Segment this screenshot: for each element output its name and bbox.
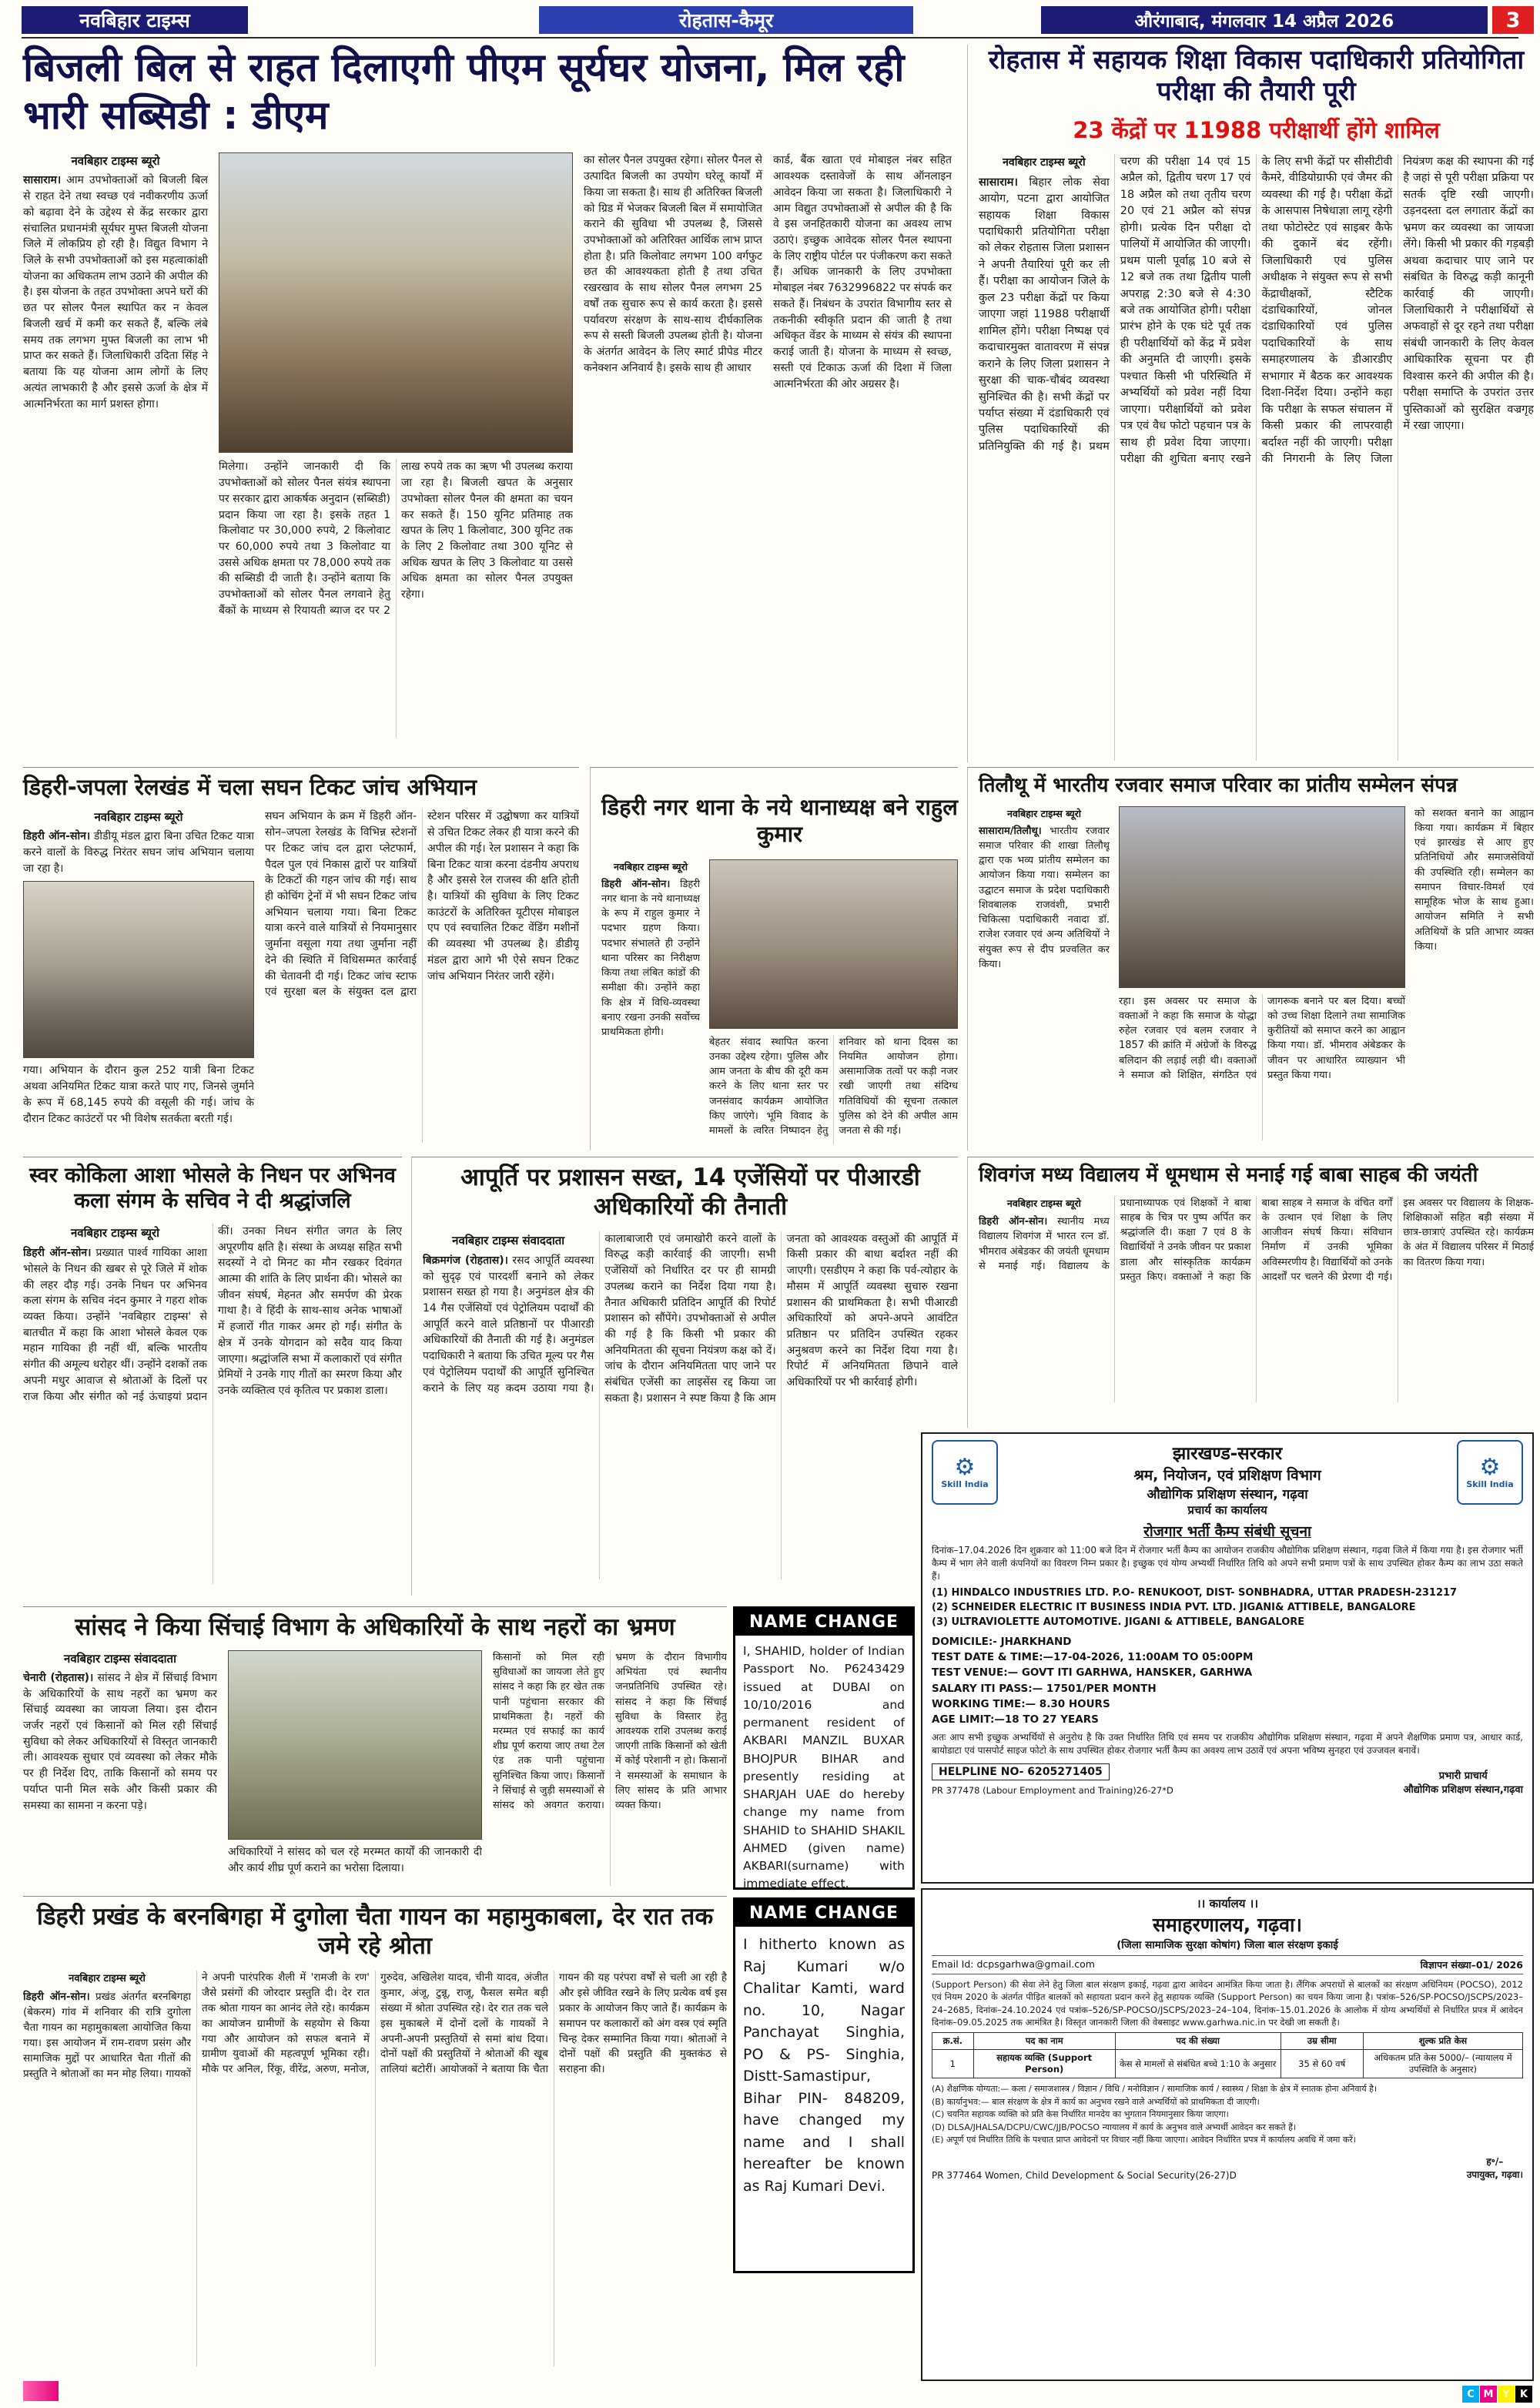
- skill-india-logo-right: [1457, 1440, 1523, 1505]
- jh-sign-office: औद्योगिक प्रशिक्षण संस्थान,गढ़वा: [1403, 1784, 1523, 1797]
- supply-dateline: बिक्रमगंज (रोहतास)।: [423, 1254, 508, 1267]
- name-change-2-body: I hitherto known as Raj Kumari w/o Chalitar Kamti, ward no. 10, Nagar Panchayat Singhia, PO & PS- Singhia, Distt-Samastipur, Bihar PIN- 848209, have changed my name and I shall hereafter be known as Raj Kumari Devi.: [743, 1936, 905, 2195]
- garhwa-office-line: ।। कार्यालय ।।: [1196, 1897, 1259, 1911]
- name-change-1-body: I, SHAHID, holder of Indian Passport No. P6243429 issued at DUBAI on 10/10/2016 and permanent resident of AKBARI MANZIL BUXAR BHOJPUR BIHAR and presently residing at SHARJAH UAE do hereby change my name from SHAHID to SHAHID SHAKIL AHMED (given name) AKBARI(surname) with immediate effect.: [743, 1644, 905, 1891]
- garhwa-td-post-count: केस से मामलों से संबंधित बच्चे 1:10 के अनुसार: [1115, 2050, 1281, 2078]
- ticket-article-photo: [23, 881, 254, 1058]
- exam-byline: नवबिहार टाइम्स ब्यूरो: [1003, 156, 1086, 169]
- garhwa-th-serial: क्र.सं.: [932, 2033, 974, 2050]
- jh-company-3: (3) ULTRAVIOLETTE AUTOMOTIVE. JIGANI & ATTIBELE, BANGALORE: [932, 1616, 1305, 1629]
- jh-dept-line: श्रम, नियोजन, एवं प्रशिक्षण विभाग: [1133, 1467, 1321, 1484]
- sho-col-1-text: [601, 877, 700, 1144]
- jh-office-line-2: प्रचार्य का कार्यालय: [1187, 1503, 1267, 1517]
- lead-col-mid: [219, 152, 573, 744]
- lead-content-row: [23, 152, 959, 744]
- garhwa-note-b: (B) कार्यानुभव:— बाल संरक्षण के क्षेत्र में कार्य का अनुभव रखने वाले अभ्यर्थियों को प्राथमिकता दी जाएगी।: [932, 2096, 1260, 2107]
- jharkhand-recruitment-ad: [921, 1432, 1534, 1884]
- sho-right-col: [709, 859, 958, 1149]
- exam-body-text: बिहार लोक सेवा आयोग, पटना द्वारा आयोजित सहायक शिक्षा विकास पदाधिकारी प्रतियोगिता परीक्षा को लेकर रोहतास जिला प्रशासन ने अपनी तैयारियां पूरी कर ली हैं। परीक्षा का आयोजन जिले के कुल 23 परीक्षा केंद्रों पर किया जाएगा जहां 11988 परीक्षार्थी शामिल होंगे। परीक्षा निष्पक्ष एवं कदाचारमुक्त वातावरण में संपन्न कराने के लिए जिला प्रशासन ने सुरक्षा की चाक-चौबंद व्यवस्था सुनिश्चित की है। सभी केंद्रों पर पर्याप्त संख्या में दंडाधिकारी एवं पुलिस पदाधिकारियों की प्रतिनियुक्ति की गई है। प्रथम चरण की परीक्षा 14 एवं 15 अप्रैल को, द्वितीय चरण 17 एवं 18 अप्रैल को तथा तृतीय चरण 20 एवं 21 अप्रैल को संपन्न होगी। प्रत्येक दिन परीक्षा दो पालियों में आयोजित की जाएगी। प्रथम पाली पूर्वाह्न 10 बजे से 12 बजे तक तथा द्वितीय पाली अपराह्न 2:30 बजे से 4:30 बजे तक आयोजित होगी। परीक्षा प्रारंभ होने के एक घंटे पूर्व तक ही परीक्षार्थियों को केंद्र में प्रवेश की अनुमति दी जाएगी। इसके पश्चात किसी भी परिस्थिति में अभ्यर्थियों को प्रवेश नहीं दिया जाएगा। परीक्षार्थियों को प्रवेश पत्र एवं वैध फोटो पहचान पत्र के साथ ही प्रवेश दिया जाएगा। परीक्षा की शुचिता बनाए रखने के लिए सभी केंद्रों पर सीसीटीवी कैमरे, वीडियोग्राफी एवं जैमर की व्यवस्था की गई है। परीक्षा केंद्रों के आसपास निषेधाज्ञा लागू रहेगी तथा फोटोस्टेट एवं साइबर कैफे की दुकानें बंद रहेंगी। जिलाधिकारी एवं पुलिस अधीक्षक ने संयुक्त रूप से सभी केंद्राधीक्षकों, स्टैटिक दंडाधिकारियों, जोनल दंडाधिकारियों एवं पुलिस पदाधिकारियों के साथ समाहरणालय के डीआरडीए सभागार में बैठक कर आवश्यक दिशा-निर्देश दिया। उन्होंने कहा कि परीक्षा के सफल संचालन में किसी प्रकार की लापरवाही बर्दाश्त नहीं की जाएगी। परीक्षा की निगरानी के लिए जिला नियंत्रण कक्ष की स्थापना की गई है जहां से पूरी परीक्षा प्रक्रिया पर सतर्क दृष्टि रखी जाएगी। उड़नदस्ता दल लगातार केंद्रों का भ्रमण कर व्यवस्था का जायजा लेंगे। किसी भी प्रकार की गड़बड़ी अथवा कदाचार पाए जाने पर संबंधित के विरुद्ध कड़ी कानूनी कार्रवाई की जाएगी। जिलाधिकारी ने परीक्षार्थियों से अफवाहों से दूर रहने तथा परीक्षा संबंधी जानकारी के लिए केवल आधिकारिक सूचना पर ही विश्वास करने की अपील की है। परीक्षा समाप्ति के उपरांत उत्तर पुस्तिकाओं को सुरक्षित वज्रगृह में रखा जाएगा।: [979, 155, 1534, 466]
- supply-body-text: रसद आपूर्ति व्यवस्था को सुदृढ़ एवं पारदर्शी बनाने को लेकर प्रशासन सख्त हो गया है। अनुमंडल क्षेत्र की 14 गैस एजेंसियों एवं पेट्रोलियम पदार्थों की आपूर्ति करने वाले प्रतिष्ठानों पर पीआरडी अधिकारियों की तैनाती की गई है। अनुमंडल पदाधिकारी ने बताया कि उचित मूल्य पर गैस एवं पेट्रोलियम पदार्थों की आपूर्ति सुनिश्चित कराने के लिए यह कदम उठाया गया है। कालाबाजारी एवं जमाखोरी करने वालों के विरुद्ध कड़ी कार्रवाई की जाएगी। सभी एजेंसियों को निर्धारित दर पर ही सामग्री उपलब्ध कराने का निर्देश दिया गया है। तैनात अधिकारी प्रतिदिन आपूर्ति की रिपोर्ट प्रशासन को सौंपेंगे। उपभोक्ताओं से अपील की गई है कि किसी भी प्रकार की अनियमितता की सूचना नियंत्रण कक्ष को दें। जांच के दौरान अनियमितता पाए जाने पर संबंधित एजेंसी का लाइसेंस रद्द किया जा सकता है। प्रशासन ने स्पष्ट किया है कि आम जनता को आवश्यक वस्तुओं की आपूर्ति में किसी प्रकार की बाधा बर्दाश्त नहीं की जाएगी। एसडीएम ने कहा कि पर्व-त्योहार के मौसम में आपूर्ति व्यवस्था सुचारु रखना प्रशासन की प्राथमिकता है। सभी पीआरडी अधिकारियों को अपने-अपने आवंटित प्रतिष्ठान पर प्रतिदिन उपस्थित रहकर अनुश्रवण करने का निर्देश दिया गया है। रिपोर्ट में अनियमितता छिपाने वाले अधिकारियों पर भी कार्रवाई होगी।: [423, 1232, 958, 1405]
- jayanti-byline: नवबिहार टाइम्स ब्यूरो: [1006, 1197, 1081, 1209]
- garhwa-note-e: (E) अपूर्ण एवं निर्धारित तिथि के पश्चात प्राप्त आवेदनों पर विचार नहीं किया जाएगा। आवेदन निर्धारित प्रपत्र में कार्यालय अवधि में जमा करें।: [932, 2135, 1356, 2145]
- lead-mid-text: मिलेगा। उन्होंने जानकारी दी कि उपभोक्ताओं को सोलर पैनल संयंत्र स्थापना पर सरकार द्वारा आकर्षक अनुदान (सब्सिडी) प्रदान किया जा रहा है। इसके तहत 1 किलोवाट पर 30,000 रुपये, 2 किलोवाट पर 60,000 रुपये तथा 3 किलोवाट या उससे अधिक क्षमता पर 78,000 रुपये तक की सब्सिडी दी जाती है। उन्होंने बताया कि उपभोक्ताओं को सोलर पैनल लगवाने हेतु बैंकों के माध्यम से रियायती ब्याज दर पर 2 लाख रुपये तक का ऋण भी उपलब्ध कराया जा रहा है। बिजली खपत के अनुसार उपभोक्ता सोलर पैनल की क्षमता का चयन कर सकते हैं। 150 यूनिट प्रतिमाह तक खपत के लिए 1 किलोवाट, 300 यूनिट तक के लिए 2 किलोवाट तथा 300 यूनिट से अधिक खपत के लिए 3 किलोवाट या उससे अधिक क्षमता का सोलर पैनल उपयुक्त रहेगा।: [219, 461, 573, 617]
- sho-left-col: [601, 859, 700, 1149]
- mp-right-text: किसानों को मिल रही सुविधाओं का जायजा लेते हुए सांसद ने कहा कि हर खेत तक पानी पहुंचाना सरकार की प्राथमिकता है। नहरों की मरम्मत एवं सफाई का कार्य शीघ्र पूर्ण कराया जाए तथा टेल एंड तक पानी पहुंचाना सुनिश्चित किया जाए। किसानों ने सिंचाई से जुड़ी समस्याओं से सांसद को अवगत कराया। भ्रमण के दौरान विभागीय अभियंता एवं स्थानीय जनप्रतिनिधि उपस्थित रहे। सांसद ने कहा कि सिंचाई सुविधा के विस्तार हेतु आवश्यक राशि उपलब्ध कराई जाएगी ताकि किसानों को खेती में कोई परेशानी न हो। किसानों ने समस्याओं के समाधान के लिए सांसद के प्रति आभार व्यक्त किया।: [493, 1651, 727, 1812]
- edition-name: रोहतास-कैमूर: [539, 6, 913, 34]
- cmyk-marks: [1461, 2386, 1532, 2403]
- article-asha-headline: स्वर कोकिला आशा भोसले के निधन पर अभिनव कला संगम के सचिव ने दी श्रद्धांजलि: [29, 1164, 396, 1213]
- jh-pr-number: PR 377478 (Labour Employment and Training)26-27*D: [932, 1785, 1173, 1797]
- dugola-body: [23, 1971, 727, 2366]
- article-sho-headline: डिहरी नगर थाना के नये थानाध्यक्ष बने राहुल कुमार: [601, 794, 958, 848]
- article-dugola-headline: डिहरी प्रखंड के बरनबिगहा में दुगोला चैता गायन का महामुकाबला, देर रात तक जमे रहे श्रोता: [36, 1903, 714, 1960]
- dugola-body-text: प्रखंड अंतर्गत बरनबिगहा (बेकरम) गांव में शनिवार की रात्रि दुगोला चैता गायन का महामुकाबला आयोजित किया गया। इस आयोजन में राम-रावण प्रसंग और सामाजिक मुद्दों पर आधारित चैता गीतों की प्रस्तुति ने श्रोताओं का मन मोह लिया। गायकों ने अपनी पारंपरिक शैली में 'रामजी के रण' जैसे प्रसंगों की जोरदार प्रस्तुति दी। देर रात तक श्रोता गायन का आनंद लेते रहे। कार्यक्रम का आयोजन ग्रामीणों के सहयोग से किया गया और आयोजन को सफल बनाने में ग्रामीण युवाओं की महत्वपूर्ण भूमिका रही। मौके पर अनिल, रिंकू, वीरेंद्र, अरुण, मनोज, गुरुदेव, अखिलेश यादव, चीनी यादव, अंजीत कुमार, अंजू, टुन्नू, राजू, फैसल समेत बड़ी संख्या में श्रोता उपस्थित रहे। देर रात तक चले इस मुकाबले में दोनों दलों के गायकों ने अपनी-अपनी प्रस्तुतियों से समां बांध दिया। दोनों पक्षों की प्रस्तुतियों ने श्रोताओं की खूब तालियां बटोरीं। आयोजकों ने बताया कि चैता गायन की यह परंपरा वर्षों से चली आ रही है और इसे जीवित रखने के लिए प्रत्येक वर्ष इस प्रकार के आयोजन किए जाते हैं। कार्यक्रम के समापन पर कलाकारों को अंग वस्त्र एवं स्मृति चिन्ह देकर सम्मानित किया गया। श्रोताओं ने दोनों पक्षों की प्रस्तुति की मुक्तकंठ से सराहना की।: [23, 1971, 727, 2080]
- garhwa-td-post-name: सहायक व्यक्ति (Support Person): [973, 2050, 1115, 2078]
- asha-body-text: प्रख्यात पार्श्व गायिका आशा भोसले के निधन की खबर से पूरे जिले में शोक की लहर दौड़ गई। उनके निधन पर अभिनव कला संगम के सचिव नंदन कुमार ने गहरा शोक व्यक्त किया। उन्होंने 'नवबिहार टाइम्स' से बातचीत में कहा कि आशा भोसले केवल एक महान गायिका ही नहीं थीं, बल्कि भारतीय संगीत की अमूल्य धरोहर थीं। उन्होंने दशकों तक अपनी मधुर आवाज से श्रोताओं के दिलों पर राज किया और संगीत को नई ऊंचाइयां प्रदान कीं। उनका निधन संगीत जगत के लिए अपूरणीय क्षति है। संस्था के अध्यक्ष सहित सभी सदस्यों ने दो मिनट का मौन रखकर दिवंगत आत्मा की शांति के लिए प्रार्थना की। भोसले का जीवन संघर्ष, मेहनत और समर्पण की प्रेरक गाथा है। वे हिंदी के साथ-साथ अनेक भाषाओं में हजारों गीत गाकर अमर हो गईं। संगीत के क्षेत्र में उनके योगदान को सदैव याद किया जाएगा। श्रद्धांजलि सभा में कलाकारों एवं संगीत प्रेमियों ने उनके गाए गीतों का स्मरण किया और उनके व्यक्तित्व एवं कृतित्व पर प्रकाश डाला।: [23, 1224, 402, 1403]
- rajwar-dateline: सासाराम/तिलौथू।: [979, 825, 1042, 837]
- mp-article-photo: [228, 1650, 482, 1840]
- jh-sign-title: प्रभारी प्राचार्य: [1438, 1770, 1488, 1783]
- skill-india-label: Skill India: [941, 1479, 989, 1489]
- jh-ad-header-row: [932, 1440, 1523, 1518]
- article-pm-suryaghar: [23, 45, 959, 762]
- ticket-content-row: [23, 809, 579, 1143]
- garhwa-note-c: (C) चयनित सहायक व्यक्ति को प्रति केस निर्धारित मानदेय का भुगतान नियमानुसार किया जाएगा।: [932, 2109, 1229, 2120]
- article-new-sho: [590, 767, 958, 1150]
- garhwa-td-age-limit: 35 से 60 वर्ष: [1281, 2050, 1363, 2078]
- article-rajwar-sammelan: [967, 767, 1534, 1150]
- exam-body: [979, 154, 1534, 761]
- jh-spec-test-venue: TEST VENUE:— GOVT ITI GARHWA, HANSKER, GARHWA: [932, 1666, 1253, 1680]
- article-supply-crackdown: [411, 1157, 958, 1596]
- supply-byline: नवबिहार टाइम्स संवाददाता: [452, 1233, 565, 1248]
- jh-company-1: (1) HINDALCO INDUSTRIES LTD. P.O- RENUKOOT, DIST- SONBHADRA, UTTAR PRADESH-231217: [932, 1587, 1458, 1599]
- jh-spec-domicile: DOMICILE:- JHARKHAND: [932, 1635, 1072, 1648]
- lead-col-1-body: आम उपभोक्ताओं को बिजली बिल से राहत देने तथा स्वच्छ एवं नवीकरणीय ऊर्जा को बढ़ावा देने के उद्देश्य से केंद्र सरकार द्वारा संचालित प्रधानमंत्री सूर्यघर मुफ्त बिजली योजना जिले में लोकप्रिय हो रही है। विद्युत विभाग ने जिले के सभी उपभोक्ताओं को इस महत्वाकांक्षी योजना का अधिकतम लाभ उठाने की अपील की है। इस योजना के तहत उपभोक्ता अपने घरों की छत पर सोलर पैनल स्थापित कर न केवल बिजली खर्च में कमी कर सकते हैं, बल्कि लंबे समय तक लगभग मुफ्त बिजली का लाभ भी प्राप्त कर सकते हैं। जिलाधिकारी उदिता सिंह ने बताया कि यह योजना आम लोगों के लिए अत्यंत लाभकारी है और इससे ऊर्जा के क्षेत्र में आत्मनिर्भरता का मार्ग प्रशस्त होगा।: [23, 174, 208, 410]
- jh-company-2: (2) SCHNEIDER ELECTRIC IT BUSINESS INDIA PVT. LTD. JIGANI& ATTIBELE, BANGALORE: [932, 1602, 1416, 1614]
- garhwa-th-fee: शुल्क प्रति केस: [1363, 2033, 1522, 2050]
- garhwa-post-table: [932, 2032, 1523, 2078]
- rajwar-col-1-body: भारतीय रजवार समाज परिवार की शाखा तिलौथू द्वारा एक भव्य प्रांतीय सम्मेलन का आयोजन किया गया। सम्मेलन का उद्घाटन समाज के प्रदेश पदाधिकारी शिवबालक राजवंशी, प्रभारी चिकित्सा पदाधिकारी नवादा डॉ. राजेश रजवार एवं अन्य अतिथियों ने संयुक्त रूप से दीप प्रज्वलित कर किया।: [979, 825, 1110, 970]
- skill-india-gear-icon: ⚙: [954, 1453, 976, 1481]
- lead-col-1: [23, 152, 208, 744]
- garhwa-signature-block: [1467, 2155, 1523, 2181]
- mp-col-1: [23, 1650, 217, 1886]
- name-change-notice-2: [733, 1897, 915, 2273]
- skill-india-logo-left: [932, 1440, 998, 1505]
- article-exam-subhead: 23 केंद्रों पर 11988 परीक्षार्थी होंगे शामिल: [1073, 116, 1440, 143]
- garhwa-unit-line: (जिला सामाजिक सुरक्षा कोषांग) जिला बाल संरक्षण इकाई: [1116, 1939, 1338, 1951]
- sho-dateline: डिहरी ऑन-सोन।: [601, 878, 671, 890]
- mp-col-1-text: [23, 1670, 217, 1884]
- print-registration-mark: [23, 2381, 59, 2401]
- article-ticket-headline: डिहरी-जपला रेलखंड में चला सघन टिकट जांच अभियान: [23, 774, 477, 800]
- rajwar-col-1: [979, 806, 1110, 1145]
- garhwa-sign-title: उपायुक्त, गढ़वा।: [1466, 2169, 1523, 2180]
- garhwa-sign-mark: ह॰/–: [1486, 2155, 1504, 2167]
- lead-col-5-text: कार्ड, बैंक खाता एवं मोबाइल नंबर सहित आवश्यक दस्तावेजों के साथ ऑनलाइन आवेदन किया जा सकता है। जिलाधिकारी ने आम विद्युत उपभोक्ताओं से अपील की है कि वे इस जनहितकारी योजना का अवश्य लाभ उठाएं। इच्छुक आवेदक सोलर पैनल स्थापना के लिए राष्ट्रीय पोर्टल पर पंजीकरण करा सकते हैं। अधिक जानकारी के लिए उपभोक्ता मोबाइल नंबर 7632996822 पर संपर्क कर सकते हैं। निबंधन के उपरांत विभागीय स्तर से तकनीकी स्वीकृति प्रदान की जाती है तथा अधिकृत वेंडर के माध्यम से संयंत्र की स्थापना कराई जाती है। योजना के माध्यम से स्वच्छ, सस्ती एवं टिकाऊ ऊर्जा की दिशा में जिला आत्मनिर्भरता की ओर अग्रसर है।: [773, 154, 952, 390]
- name-change-1-title: NAME CHANGE: [735, 1609, 912, 1636]
- jh-spec-working-time: WORKING TIME:— 8.30 HOURS: [932, 1697, 1110, 1710]
- jh-intro-text: दिनांक–17.04.2026 दिन शुक्रवार को 11:00 बजे दिन में रोजगार भर्ती कैम्प का आयोजन राजकीय औद्योगिक प्रशिक्षण संस्थान, गढ़वा जिले में किया गया है। इस रोजगार भर्ती कैम्प में भाग लेने वाली कंपनियों का विवरण निम्न प्रकार है। इच्छुक एवं योग्य अभ्यर्थी निर्धारित तिथि को अपने सभी प्रमाण पत्रों के साथ उपस्थित होकर कैम्प का लाभ उठा सकते हैं।: [932, 1545, 1523, 1582]
- rajwar-below-photo-text: रहा। इस अवसर पर समाज के वक्ताओं ने कहा कि समाज के योद्धा रुहेल रजवार एवं बलम रजवार ने 1857 की क्रांति में अंग्रेजों के विरुद्ध बलिदान की लड़ाई लड़ी थी। वक्ताओं ने समाज को शिक्षित, संगठित एवं जागरूक बनाने पर बल दिया। बच्चों को उच्च शिक्षा दिलाने तथा सामाजिक कुरीतियों को समाप्त करने का आह्वान किया गया। डॉ. भीमराव अंबेडकर के जीवन पर आधारित व्याख्यान भी प्रस्तुत किया गया।: [1119, 995, 1405, 1081]
- asha-dateline: डिहरी ऑन-सोन।: [23, 1247, 92, 1260]
- ticket-left-col: [23, 809, 254, 1143]
- garhwa-intro-text: (Support Person) की सेवा लेने हेतु जिला बाल संरक्षण इकाई, गढ़वा द्वारा आवेदन आमंत्रित किया जाता है। लैंगिक अपराधों से बालकों का संरक्षण अधिनियम (POCSO), 2012 एवं नियम 2020 के अंतर्गत पीड़ित बालकों को सहायता प्रदान करने हेतु सहायक व्यक्ति (Support Person) का चयन किया जाना है। पत्रांक–526/SP-POCSO/JSCPS/2023–24–2685, दिनांक–24.10.2024 एवं पत्रांक–526/SP-POCSO/JSCPS/2023–24–104, दिनांक–15.01.2026 के आलोक में योग्य अभ्यर्थियों से निर्धारित प्रपत्र में आवेदन दिनांक–09.05.2025 तक आमंत्रित है। विस्तृत जानकारी जिला की वेबसाइट www.garhwa.nic.in पर देखी जा सकती है।: [932, 1979, 1523, 2028]
- article-mp-canal-visit: [23, 1606, 727, 1890]
- jh-helpline: HELPLINE NO- 6205271405: [932, 1763, 1110, 1780]
- jh-ad-header-text: [1006, 1440, 1449, 1518]
- ticket-intro-text: [23, 829, 254, 876]
- asha-byline: नवबिहार टाइम्स ब्यूरो: [70, 1225, 160, 1240]
- rajwar-col-1-text: [979, 824, 1110, 1140]
- article-rajwar-headline: तिलौथू में भारतीय रजवार समाज परिवार का प्रांतीय सम्मेलन संपन्न: [979, 774, 1458, 797]
- jh-govt-line: झारखण्ड-सरकार: [1172, 1444, 1283, 1464]
- supply-body: [423, 1231, 958, 1579]
- jayanti-body: [979, 1196, 1534, 1402]
- garhwa-table-header-row: [932, 2033, 1523, 2050]
- black-mark: K: [1515, 2386, 1532, 2403]
- article-mp-headline: सांसद ने किया सिंचाई विभाग के अधिकारियों के साथ नहरों का भ्रमण: [75, 1613, 675, 1641]
- garhwa-th-post-count: पद की संख्या: [1115, 2033, 1281, 2050]
- garhwa-note-d: (D) DLSA/JHALSA/DCPU/CWC/JJB/POCSO न्यायालय में कार्य के अनुभव वाले अभ्यर्थी आवेदन कर सकते हैं।: [932, 2122, 1297, 2132]
- sho-col-1-body: डिहरी नगर थाना के नये थानाध्यक्ष के रूप में राहुल कुमार ने पदभार ग्रहण किया। पदभार संभालते ही उन्होंने थाना परिसर का निरीक्षण किया तथा लंबित कांडों की समीक्षा की। उन्होंने कहा कि क्षेत्र में विधि-व्यवस्था बनाए रखना उनकी सर्वोच्च प्राथमिकता होगी।: [601, 878, 700, 1039]
- rajwar-col-3-text: को सशक्त बनाने का आह्वान किया गया। कार्यक्रम में बिहार एवं झारखंड से आए हुए प्रतिनिधियों और समाजसेवियों की उपस्थिति रही। सम्मेलन का समापन विचार-विमर्श एवं सामूहिक भोज के साथ हुआ। आयोजन समिति ने सभी अतिथियों के प्रति आभार व्यक्त किया।: [1414, 807, 1534, 953]
- garhwa-pr-number: PR 377464 Women, Child Development & Social Security(26-27)D: [932, 2169, 1237, 2181]
- dugola-byline: नवबिहार टाइम्स ब्यूरो: [69, 1972, 146, 1984]
- lead-dateline: सासाराम।: [23, 174, 62, 187]
- garhwa-th-post-name: पद का नाम: [973, 2033, 1115, 2050]
- mp-col-mid: [228, 1650, 482, 1886]
- garhwa-notes: [932, 2083, 1523, 2147]
- article-ticket-drive: [23, 767, 579, 1150]
- garhwa-table-data-row: [932, 2050, 1523, 2078]
- mp-col-1-body: सांसद ने क्षेत्र में सिंचाई विभाग के अधिकारियों के साथ नहरों का भ्रमण कर सिंचाई व्यवस्था का जायजा लिया। इस दौरान जर्जर नहरों एवं किसानों को मिल रही सिंचाई सुविधा को लेकर अधिकारियों से विस्तृत जानकारी ली। आवश्यक सुधार एवं व्यवस्था को लेकर मौके पर ही निर्देश दिए, ताकि किसानों को समय पर पर्याप्त पानी मिल सके और किसी प्रकार की समस्या का सामना न करना पड़े।: [23, 1671, 217, 1812]
- garhwa-th-age-limit: उम्र सीमा: [1281, 2033, 1363, 2050]
- name-change-2-title: NAME CHANGE: [735, 1900, 912, 1927]
- jh-spec-test-date: TEST DATE & TIME:—17-04-2026, 11:00AM TO 05:00PM: [932, 1651, 1254, 1664]
- dugola-dateline: डिहरी ऑन-सोन।: [23, 1990, 90, 2003]
- article-supply-headline: आपूर्ति पर प्रशासन सख्त, 14 एजेंसियों पर पीआरडी अधिकारियों की तैनाती: [460, 1164, 920, 1221]
- ticket-dateline: डिहरी ऑन-सोन।: [23, 830, 91, 843]
- jh-signature-block: [1403, 1768, 1523, 1796]
- jayanti-body-text: स्थानीय मध्य विद्यालय शिवगंज में भारत रत्न डॉ. भीमराव अंबेडकर की जयंती धूमधाम से मनाई गई। विद्यालय के प्रधानाध्यापक एवं शिक्षकों ने बाबा साहब के चित्र पर पुष्प अर्पित कर श्रद्धांजलि दी। कक्षा 7 एवं 8 के विद्यार्थियों ने उनके जीवन पर प्रकाश डाला और सांस्कृतिक कार्यक्रम प्रस्तुत किए। वक्ताओं ने कहा कि बाबा साहब ने समाज के वंचित वर्गों के उत्थान एवं शिक्षा के लिए आजीवन संघर्ष किया। संविधान निर्माण में उनकी भूमिका अविस्मरणीय है। विद्यार्थियों को उनके आदर्शों पर चलने की प्रेरणा दी गई। इस अवसर पर विद्यालय के शिक्षक-शिक्षिकाओं सहित बड़ी संख्या में छात्र-छात्राएं उपस्थित रहे। कार्यक्रम के अंत में विद्यालय परिसर में मिठाई का वितरण किया गया।: [979, 1197, 1534, 1283]
- lead-col-4-text: का सोलर पैनल उपयुक्त रहेगा। सोलर पैनल से उत्पादित बिजली का उपयोग घरेलू कार्यों में किया जा सकता है। साथ ही अतिरिक्त बिजली को ग्रिड में भेजकर बिजली बिल में समायोजित कराने की सुविधा भी उपलब्ध है, जिससे उपभोक्ताओं को अतिरिक्त आर्थिक लाभ प्राप्त होता है। प्रति किलोवाट लगभग 100 वर्गफुट छत की आवश्यकता होती है तथा उचित रखरखाव के साथ सोलर पैनल लगभग 25 वर्षों तक सुचारु रूप से कार्य करता है। इससे पर्यावरण संरक्षण के साथ-साथ दीर्घकालिक रूप से सस्ती बिजली उपलब्ध होती है। योजना के अंतर्गत आवेदन के लिए स्मार्ट प्रीपेड मीटर कनेक्शन अनिवार्य है। इसके साथ ही आधार: [584, 154, 762, 374]
- skill-india-label: Skill India: [1466, 1479, 1514, 1489]
- ticket-body-text: सघन अभियान के क्रम में डिहरी ऑन-सोन–जपला रेलखंड के विभिन्न स्टेशनों पर टिकट जांच दल द्वारा प्लेटफार्म, पैदल पुल एवं निकास द्वारों पर यात्रियों के टिकटों की गहन जांच की गई। साथ ही कोचिंग ट्रेनों में भी सघन टिकट जांच अभियान चलाया गया। बिना टिकट यात्रा करने वाले यात्रियों से नियमानुसार जुर्माना वसूला गया तथा जुर्माना नहीं देने की स्थिति में विधिसम्मत कार्रवाई की चेतावनी दी गई। टिकट जांच स्टाफ एवं सुरक्षा बल के संयुक्त दल द्वारा स्टेशन परिसर में उद्घोषणा कर यात्रियों से उचित टिकट लेकर ही यात्रा करने की अपील की गई। रेल प्रशासन ने कहा कि बिना टिकट यात्रा करना दंडनीय अपराध है और इससे रेल राजस्व की क्षति होती है। यात्रियों की सुविधा के लिए टिकट काउंटरों के अतिरिक्त यूटीएस मोबाइल एप एवं स्वचालित टिकट वेंडिंग मशीनों की व्यवस्था भी उपलब्ध है। डीडीयू मंडल द्वारा आगे भी ऐसे सघन टिकट जांच अभियान निरंतर जारी रहेंगे।: [265, 810, 579, 999]
- asha-body: [23, 1224, 402, 1584]
- article-exam-headline: रोहतास में सहायक शिक्षा विकास पदाधिकारी प्रतियोगिता परीक्षा की तैयारी पूरी: [988, 45, 1525, 108]
- ticket-intro-body: डीडीयू मंडल द्वारा बिना उचित टिकट यात्रा करने वालों के विरुद्ध निरंतर सघन जांच अभियान चलाया जा रहा है।: [23, 830, 254, 875]
- article-dugola-chaita: [23, 1896, 727, 2381]
- cyan-mark: C: [1462, 2386, 1479, 2403]
- masthead-dateline: औरंगाबाद, मंगलवार 14 अप्रैल 2026: [1041, 6, 1488, 34]
- article-exam-preparation: [967, 45, 1534, 762]
- garhwa-td-serial: 1: [932, 2050, 974, 2078]
- sho-article-photo: [709, 859, 958, 1029]
- sho-byline: नवबिहार टाइम्स ब्यूरो: [614, 860, 688, 872]
- jh-spec-age-limit: AGE LIMIT:—18 TO 27 YEARS: [932, 1713, 1099, 1726]
- lead-col-1-text: [23, 172, 208, 741]
- exam-dateline: सासाराम।: [979, 176, 1018, 189]
- rajwar-col-mid: [1119, 806, 1405, 1145]
- garhwa-advt-number: विज्ञापन संख्या–01/ 2026: [1420, 1959, 1523, 1971]
- garhwa-email-row: [932, 1955, 1523, 1974]
- garhwa-footer-row: [932, 2155, 1523, 2181]
- article-jayanti-headline: शिवगंज मध्य विद्यालय में धूमधाम से मनाई गई बाबा साहब की जयंती: [979, 1164, 1478, 1187]
- yellow-mark: Y: [1498, 2386, 1515, 2403]
- magenta-mark: M: [1480, 2386, 1497, 2403]
- jh-footer-left: [932, 1763, 1173, 1796]
- article-pm-suryaghar-headline: बिजली बिल से राहत दिलाएगी पीएम सूर्यघर योजना, मिल रही भारी सब्सिडी : डीएम: [23, 45, 905, 139]
- rajwar-article-photo: [1119, 806, 1405, 988]
- article-ambedkar-jayanti: [967, 1157, 1534, 1428]
- jayanti-dateline: डिहरी ऑन-सोन।: [979, 1216, 1048, 1228]
- masthead-rule: [22, 37, 1518, 39]
- garhwa-collectorate-line: समाहरणालय, गढ़वा।: [1152, 1914, 1303, 1936]
- jh-closing-text: अतः आप सभी इच्छुक अभ्यर्थियों से अनुरोध है कि उक्त निर्धारित तिथि एवं समय पर राजकीय औद्योगिक प्रशिक्षण संस्थान, गढ़वा में अपने शैक्षणिक प्रमाण पत्र, आधार कार्ड, बायोडाटा एवं पासपोर्ट साइज फोटो के साथ उपस्थित होकर रोजगार भर्ती कैम्प का अवश्य लाभ उठावें एवं अपना भविष्य सुनहरा एवं उज्जवल बनावें।: [932, 1732, 1523, 1757]
- mp-below-photo-text: अधिकारियों ने सांसद को चल रहे मरम्मत कार्यों की जानकारी दी और कार्य शीघ्र पूर्ण कराने का भरोसा दिलाया।: [228, 1845, 482, 1874]
- jh-office-line-1: औद्योगिक प्रशिक्षण संस्थान, गढ़वा: [1147, 1487, 1308, 1502]
- lead-article-photo: [219, 152, 573, 453]
- jh-notice-title: रोजगार भर्ती कैम्प संबंधी सूचना: [1143, 1523, 1311, 1540]
- article-asha-tribute: [23, 1157, 402, 1596]
- sho-below-photo-text: बेहतर संवाद स्थापित करना उनका उद्देश्य रहेगा। पुलिस और आम जनता के बीच की दूरी कम करने के लिए थाना स्तर पर जनसंवाद कार्यक्रम आयोजित किए जाएंगे। भूमि विवाद के मामलों के त्वरित निष्पादन हेतु शनिवार को थाना दिवस का नियमित आयोजन होगा। असामाजिक तत्वों पर कड़ी नजर रखी जाएगी तथा संदिग्ध गतिविधियों की सूचना तत्काल पुलिस को देने की अपील आम जनता से की गई।: [709, 1036, 958, 1137]
- ticket-byline: नवबिहार टाइम्स ब्यूरो: [94, 810, 183, 825]
- jh-spec-salary: SALARY ITI PASS:— 17501/PER MONTH: [932, 1682, 1157, 1695]
- rajwar-content-row: [979, 806, 1534, 1145]
- rajwar-byline: नवबिहार टाइम्स ब्यूरो: [1007, 807, 1081, 819]
- page-number: 3: [1492, 6, 1534, 34]
- mp-content-row: [23, 1650, 727, 1886]
- paper-name: नवबिहार टाइम्स: [22, 6, 248, 34]
- skill-india-gear-icon: ⚙: [1479, 1453, 1501, 1481]
- garhwa-email: Email Id: dcpsgarhwa@gmail.com: [932, 1958, 1095, 1970]
- mp-dateline: चेनारी (रोहतास)।: [23, 1671, 94, 1684]
- jh-footer-row: [932, 1763, 1523, 1796]
- lead-byline: नवबिहार टाइम्स ब्यूरो: [71, 154, 160, 169]
- name-change-notice-1: [733, 1606, 915, 1890]
- sho-content-row: [601, 859, 958, 1149]
- garhwa-note-a: (A) शैक्षणिक योग्यता:— कला / समाजशास्त्र / विज्ञान / विधि / मनोविज्ञान / सामाजिक कार्य / स्वास्थ्य / शिक्षा के क्षेत्र में स्नातक होना अनिवार्य है।: [932, 2084, 1378, 2095]
- garhwa-td-fee: अधिकतम प्रति केस 5000/– (न्यायालय में उपस्थिति के अनुसार): [1363, 2050, 1522, 2078]
- mp-byline: नवबिहार टाइम्स संवाददाता: [64, 1651, 176, 1666]
- ticket-after-photo-text: गया। अभियान के दौरान कुल 252 यात्री बिना टिकट अथवा अनियमित टिकट यात्रा करते पाए गए, जिनसे जुर्माने के रूप में 68,145 रुपये की वसूली की गई। जांच के दौरान टिकट काउंटरों पर भी विशेष सतर्कता बरती गई।: [23, 1064, 254, 1125]
- garhwa-collectorate-ad: [921, 1888, 1534, 2381]
